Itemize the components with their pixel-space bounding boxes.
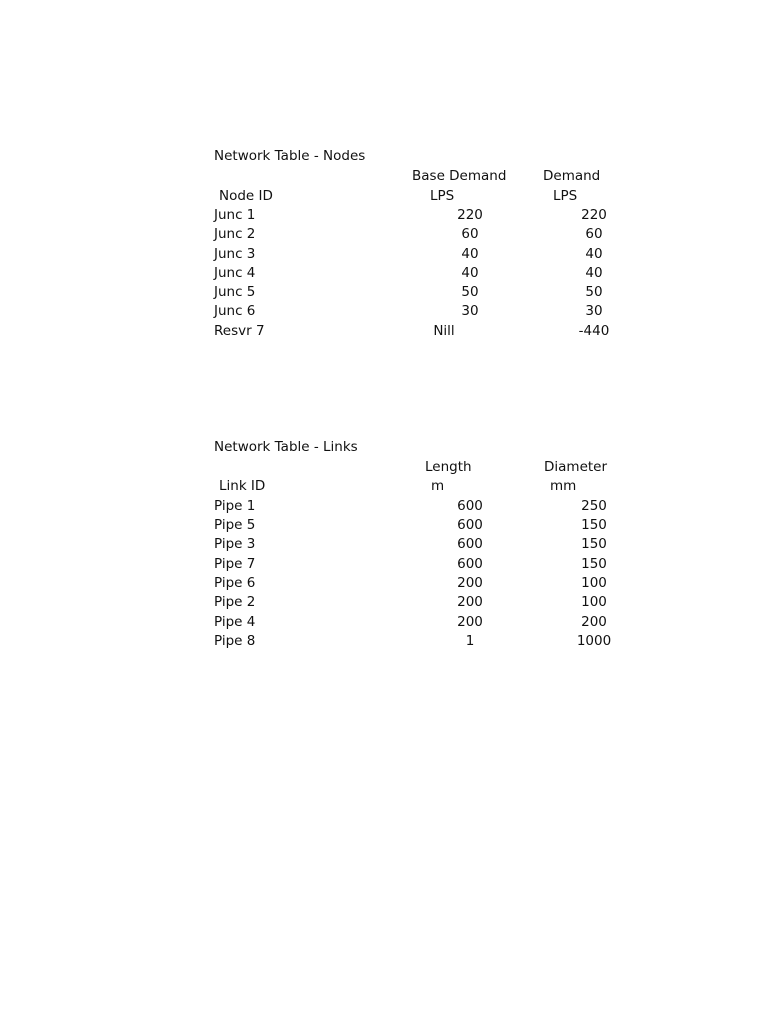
base-demand-cell: 40 [461,246,479,262]
demand-cell: 30 [585,303,603,319]
links-header-length: Length [425,459,472,475]
link-id-cell: Pipe 2 [214,594,256,610]
diameter-cell: 1000 [576,633,612,649]
link-id-cell: Pipe 8 [214,633,256,649]
diameter-cell: 150 [581,536,607,552]
diameter-cell: 150 [581,517,607,533]
demand-cell: 40 [585,265,603,281]
demand-cell: 40 [585,246,603,262]
links-header-diameter-unit: mm [550,478,577,494]
base-demand-cell: 220 [457,207,483,223]
nodes-header-base-demand: Base Demand [412,168,507,184]
demand-cell: 220 [581,207,607,223]
length-cell: 200 [457,594,483,610]
length-cell: 200 [457,614,483,630]
node-id-cell: Junc 1 [214,207,256,223]
length-cell: 600 [457,556,483,572]
links-header-length-unit: m [431,478,445,494]
length-cell: 200 [457,575,483,591]
nodes-header-demand: Demand [543,168,601,184]
link-id-cell: Pipe 4 [214,614,256,630]
base-demand-cell: 40 [461,265,479,281]
diameter-cell: 100 [581,575,607,591]
link-id-cell: Pipe 1 [214,498,256,514]
nodes-header-base-demand-unit: LPS [430,188,455,204]
link-id-cell: Pipe 3 [214,536,256,552]
diameter-cell: 100 [581,594,607,610]
nodes-header-demand-unit: LPS [553,188,578,204]
node-id-cell: Junc 4 [214,265,256,281]
length-cell: 600 [457,498,483,514]
nodes-header-node-id: Node ID [219,188,273,204]
node-id-cell: Junc 2 [214,226,256,242]
node-id-cell: Junc 6 [214,303,256,319]
links-table-title: Network Table - Links [214,439,358,455]
base-demand-cell: 30 [461,303,479,319]
length-cell: 600 [457,536,483,552]
link-id-cell: Pipe 7 [214,556,256,572]
base-demand-cell: Nill [433,323,455,339]
base-demand-cell: 60 [461,226,479,242]
node-id-cell: Junc 3 [214,246,256,262]
link-id-cell: Pipe 6 [214,575,256,591]
length-cell: 600 [457,517,483,533]
node-id-cell: Resvr 7 [214,323,265,339]
nodes-table-title: Network Table - Nodes [214,148,366,164]
demand-cell: 60 [585,226,603,242]
demand-cell: -440 [578,323,610,339]
demand-cell: 50 [585,284,603,300]
link-id-cell: Pipe 5 [214,517,256,533]
length-cell: 1 [465,633,475,649]
links-header-link-id: Link ID [219,478,266,494]
diameter-cell: 200 [581,614,607,630]
base-demand-cell: 50 [461,284,479,300]
links-header-diameter: Diameter [544,459,608,475]
diameter-cell: 250 [581,498,607,514]
diameter-cell: 150 [581,556,607,572]
node-id-cell: Junc 5 [214,284,256,300]
